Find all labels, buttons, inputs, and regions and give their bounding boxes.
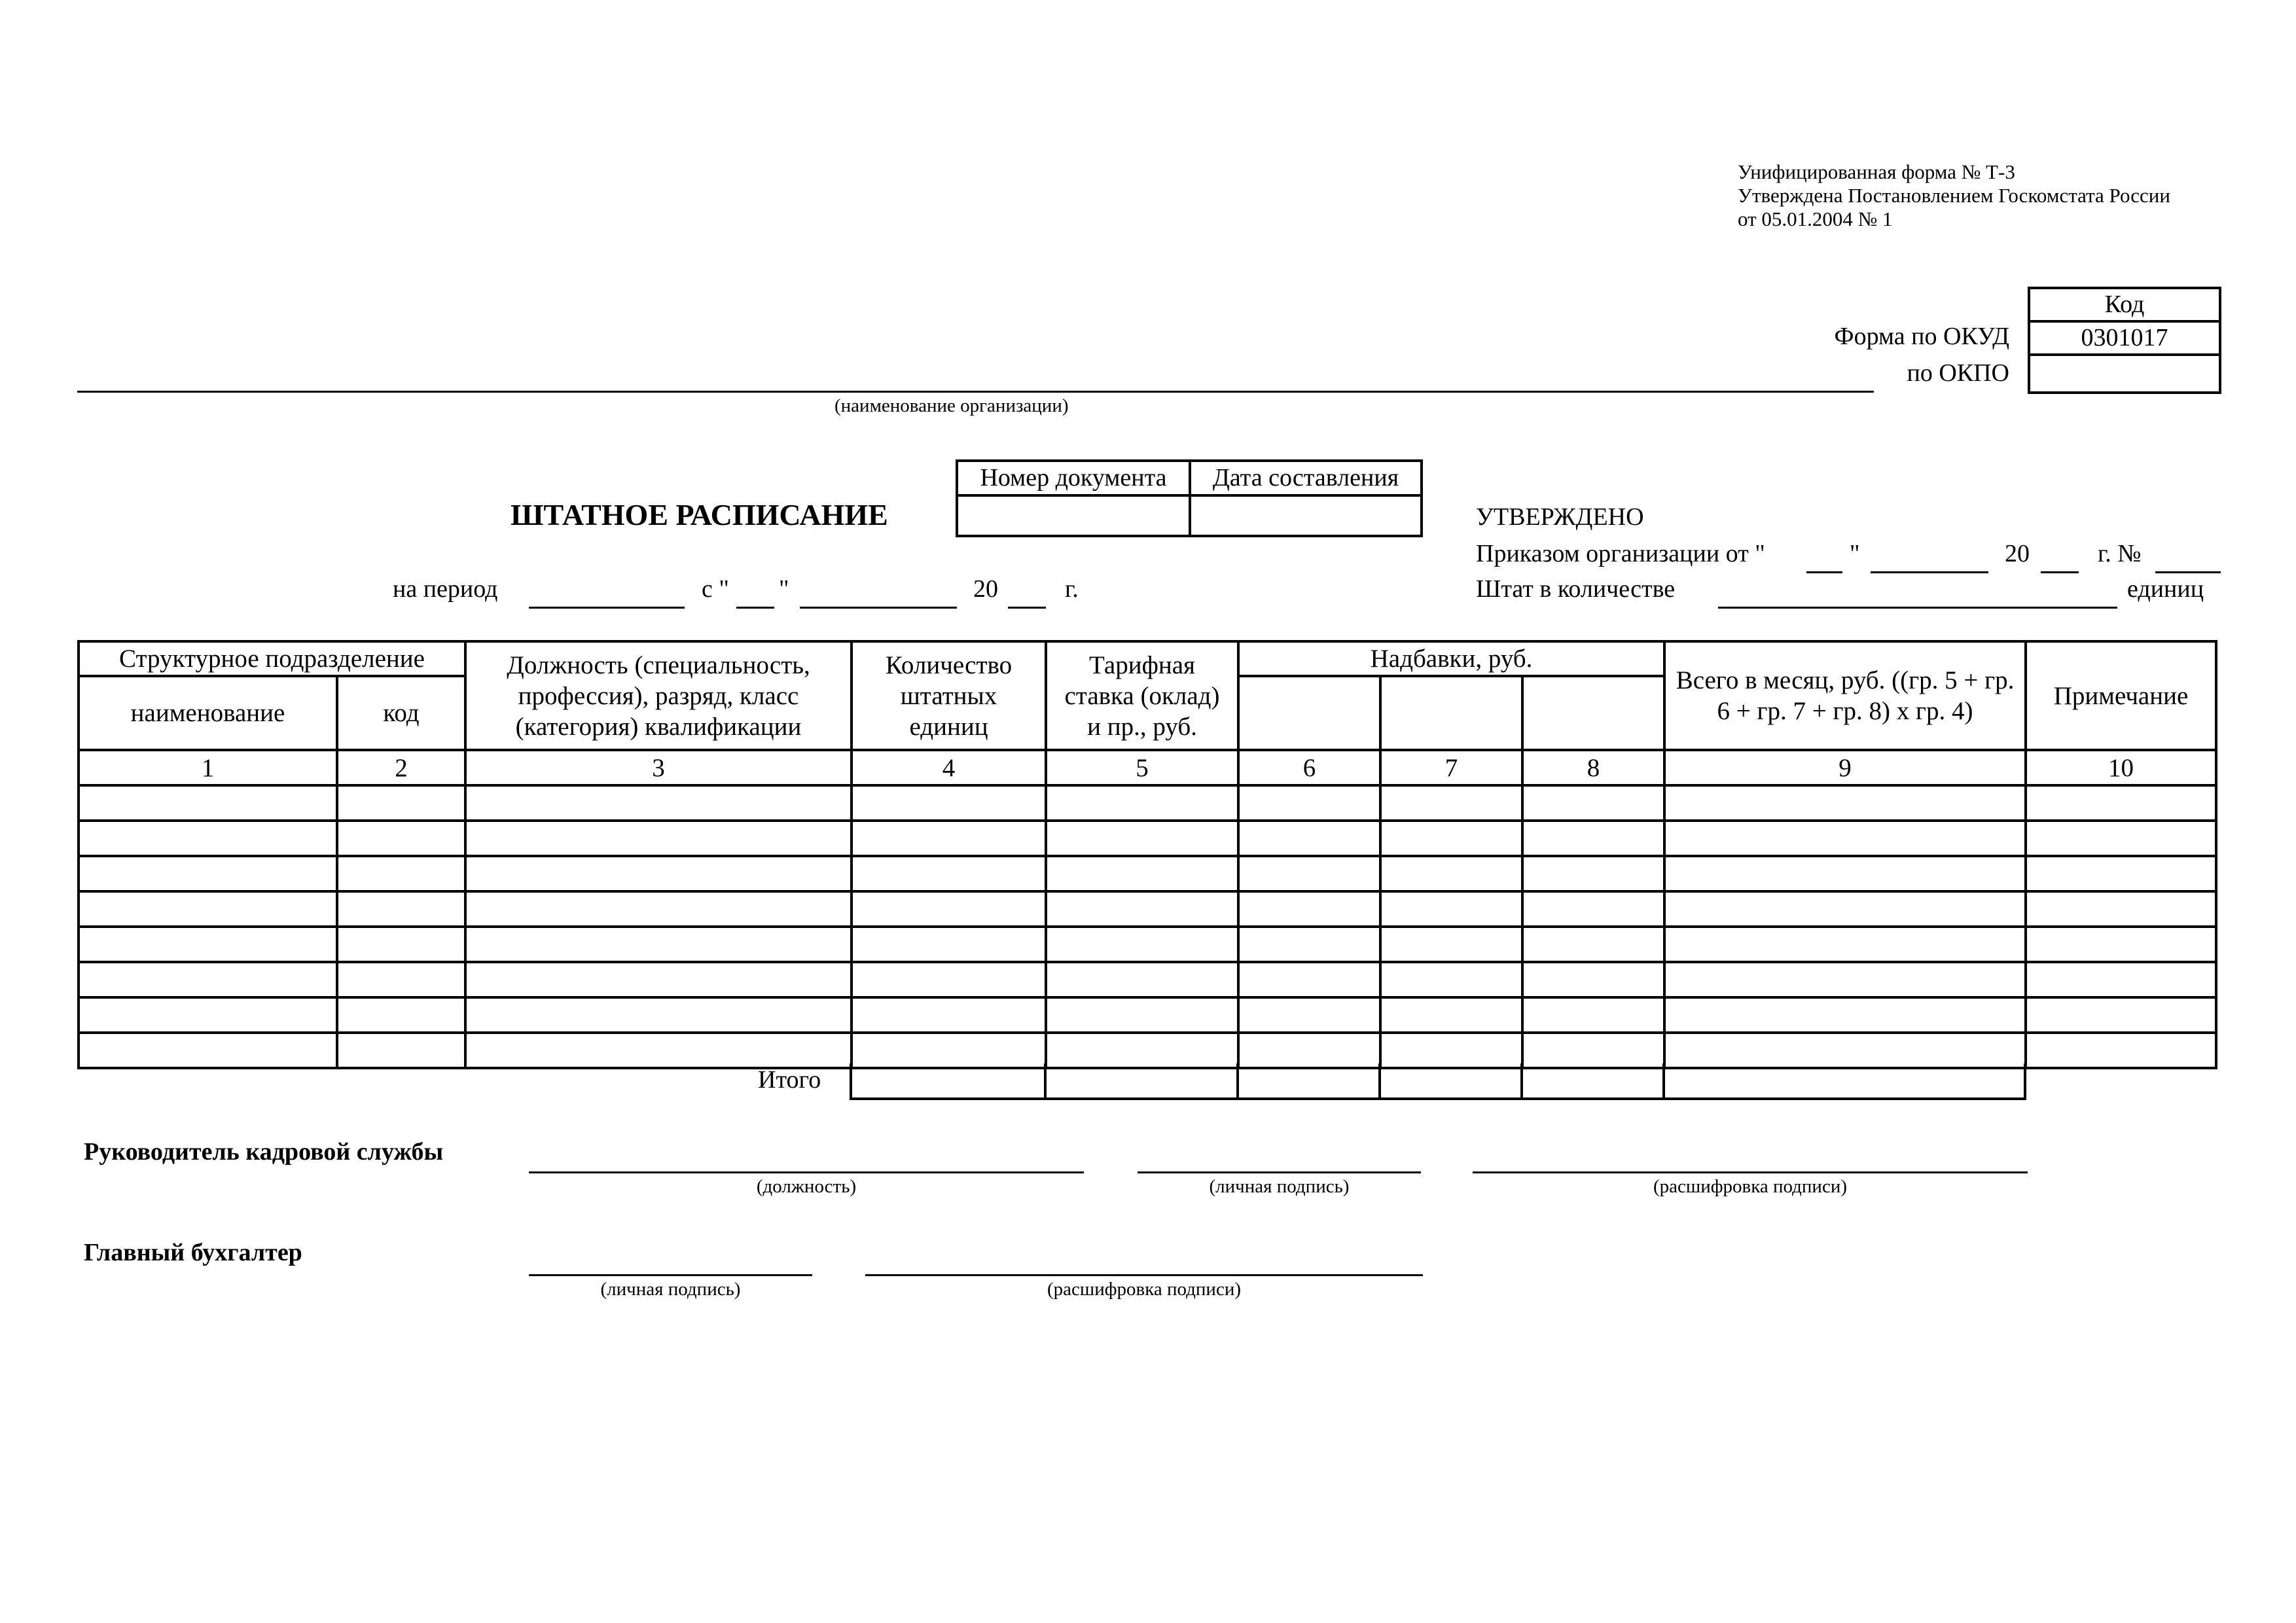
table-cell[interactable] <box>465 891 852 927</box>
table-cell[interactable] <box>1238 821 1380 856</box>
total-tariff-rate[interactable] <box>1045 1063 1238 1099</box>
hr-signature-field[interactable] <box>1138 1171 1421 1173</box>
table-cell[interactable] <box>852 821 1046 856</box>
period-label: на период <box>393 575 498 603</box>
table-cell[interactable] <box>79 891 337 927</box>
table-cell[interactable] <box>1046 856 1238 891</box>
header-staff-count: Количество штатных единиц <box>852 641 1046 750</box>
table-cell[interactable] <box>337 785 465 821</box>
table-cell[interactable] <box>1046 997 1238 1033</box>
table-cell[interactable] <box>337 962 465 997</box>
hr-signature-caption: (личная подпись) <box>1209 1176 1350 1197</box>
table-cell[interactable] <box>1380 821 1522 856</box>
table-cell[interactable] <box>2026 785 2216 821</box>
table-cell[interactable] <box>465 1033 852 1068</box>
hr-decipher-field[interactable] <box>1473 1171 2028 1173</box>
header-unit-code: код <box>337 676 465 750</box>
table-cell[interactable] <box>1522 856 1664 891</box>
table-cell[interactable] <box>2026 927 2216 962</box>
table-cell[interactable] <box>1046 821 1238 856</box>
table-row <box>79 927 2216 962</box>
table-cell[interactable] <box>1380 927 1522 962</box>
header-bonus-1 <box>1238 676 1380 750</box>
period-day-field[interactable] <box>736 607 774 609</box>
total-bonus-1[interactable] <box>1238 1063 1380 1099</box>
table-cell[interactable] <box>1664 821 2026 856</box>
period-year-field[interactable] <box>1008 607 1046 609</box>
table-cell[interactable] <box>2026 821 2216 856</box>
okpo-code[interactable] <box>2028 353 2221 394</box>
approval-year-suffix: г. № <box>2098 540 2142 567</box>
table-cell[interactable] <box>2026 891 2216 927</box>
doc-date-header: Дата составления <box>1189 459 1423 497</box>
column-number: 7 <box>1380 750 1522 785</box>
table-cell[interactable] <box>2026 962 2216 997</box>
staff-count-field[interactable] <box>1718 607 2117 609</box>
form-date: от 05.01.2004 № 1 <box>1738 207 1893 230</box>
table-cell[interactable] <box>1238 962 1380 997</box>
table-cell[interactable] <box>1380 1033 1522 1068</box>
table-cell[interactable] <box>465 856 852 891</box>
table-cell[interactable] <box>852 927 1046 962</box>
table-cell[interactable] <box>1046 1033 1238 1068</box>
table-row <box>79 821 2216 856</box>
total-bonus-2[interactable] <box>1380 1063 1522 1099</box>
total-bonus-3[interactable] <box>1522 1063 1664 1099</box>
table-cell[interactable] <box>337 927 465 962</box>
table-cell[interactable] <box>1380 891 1522 927</box>
table-cell[interactable] <box>1664 1033 2026 1068</box>
table-cell[interactable] <box>465 927 852 962</box>
table-cell[interactable] <box>1238 997 1380 1033</box>
table-row <box>79 1033 2216 1068</box>
hr-position-field[interactable] <box>529 1171 1084 1173</box>
table-cell[interactable] <box>1046 962 1238 997</box>
table-cell[interactable] <box>2026 1033 2216 1068</box>
staff-label: Штат в количестве <box>1476 575 1676 603</box>
okud-label: Форма по ОКУД <box>1834 323 2009 350</box>
table-cell[interactable] <box>1238 856 1380 891</box>
header-unit-name: наименование <box>79 676 337 750</box>
header-bonus-2 <box>1380 676 1522 750</box>
column-number: 9 <box>1664 750 2026 785</box>
column-number: 1 <box>79 750 337 785</box>
period-field[interactable] <box>529 607 685 609</box>
approval-number-field[interactable] <box>2155 571 2221 573</box>
table-row <box>79 785 2216 821</box>
units-label: единиц <box>2127 575 2204 603</box>
table-cell[interactable] <box>79 856 337 891</box>
table-cell[interactable] <box>1046 891 1238 927</box>
doc-number-header: Номер документа <box>956 459 1191 497</box>
header-bonuses: Надбавки, руб. <box>1238 641 1664 676</box>
table-cell[interactable] <box>79 785 337 821</box>
table-row <box>79 997 2216 1033</box>
table-cell[interactable] <box>79 962 337 997</box>
form-approval: Утверждена Постановлением Госкомстата России <box>1738 184 2170 207</box>
table-cell[interactable] <box>852 997 1046 1033</box>
period-from-label: с " <box>702 575 729 603</box>
table-cell[interactable] <box>1238 927 1380 962</box>
total-label: Итого <box>758 1066 821 1094</box>
column-number: 6 <box>1238 750 1380 785</box>
column-number: 10 <box>2026 750 2216 785</box>
period-year-prefix: 20 <box>973 575 998 603</box>
table-cell[interactable] <box>1380 962 1522 997</box>
table-row <box>79 891 2216 927</box>
hr-head-label: Руководитель кадровой службы <box>84 1138 444 1166</box>
organization-caption: (наименование организации) <box>834 395 1069 416</box>
table-cell[interactable] <box>852 1033 1046 1068</box>
table-cell[interactable] <box>1238 785 1380 821</box>
table-cell[interactable] <box>852 962 1046 997</box>
accountant-decipher-field[interactable] <box>865 1274 1423 1276</box>
table-cell[interactable] <box>337 821 465 856</box>
approval-title: УТВЕРЖДЕНО <box>1476 503 1644 531</box>
hr-decipher-caption: (расшифровка подписи) <box>1653 1176 1848 1197</box>
header-monthly-total: Всего в месяц, руб. ((гр. 5 + гр. 6 + гр. 7 + гр. 8) х гр. 4) <box>1664 641 2026 750</box>
table-cell[interactable] <box>465 785 852 821</box>
hr-position-caption: (должность) <box>756 1176 857 1197</box>
approval-order-label: Приказом организации от " <box>1476 540 1765 567</box>
table-cell[interactable] <box>1522 962 1664 997</box>
column-number: 5 <box>1046 750 1238 785</box>
code-header: Код <box>2028 287 2221 323</box>
okpo-label: по ОКПО <box>1907 359 2009 387</box>
table-cell[interactable] <box>465 962 852 997</box>
table-cell[interactable] <box>1522 785 1664 821</box>
total-row <box>850 1063 2026 1100</box>
period-quote: " <box>779 575 789 603</box>
column-number: 3 <box>465 750 852 785</box>
table-cell[interactable] <box>1664 927 2026 962</box>
column-number: 2 <box>337 750 465 785</box>
table-cell[interactable] <box>337 1033 465 1068</box>
approval-year-field[interactable] <box>2041 571 2079 573</box>
doc-number-field[interactable] <box>956 494 1191 537</box>
table-cell[interactable] <box>337 856 465 891</box>
table-cell[interactable] <box>79 821 337 856</box>
table-cell[interactable] <box>2026 997 2216 1033</box>
period-month-field[interactable] <box>800 607 957 609</box>
table-cell[interactable] <box>1664 997 2026 1033</box>
header-position: Должность (специальность, профессия), разряд, класс (категория) квалификации <box>465 641 852 750</box>
table-cell[interactable] <box>79 997 337 1033</box>
header-bonus-3 <box>1522 676 1664 750</box>
table-row <box>79 856 2216 891</box>
doc-date-field[interactable] <box>1189 494 1423 537</box>
accountant-signature-caption: (личная подпись) <box>600 1279 741 1300</box>
table-cell[interactable] <box>1664 856 2026 891</box>
approval-quote: " <box>1850 540 1860 567</box>
table-cell[interactable] <box>337 891 465 927</box>
column-number: 8 <box>1522 750 1664 785</box>
document-title: ШТАТНОЕ РАСПИСАНИЕ <box>511 498 888 531</box>
table-cell[interactable] <box>1522 821 1664 856</box>
table-cell[interactable] <box>1664 785 2026 821</box>
table-cell[interactable] <box>465 997 852 1033</box>
table-cell[interactable] <box>1238 891 1380 927</box>
table-cell[interactable] <box>1238 1033 1380 1068</box>
table-cell[interactable] <box>852 856 1046 891</box>
table-cell[interactable] <box>1046 927 1238 962</box>
table-cell[interactable] <box>1522 927 1664 962</box>
table-cell[interactable] <box>1046 785 1238 821</box>
organization-name-line[interactable] <box>77 391 1874 393</box>
table-cell[interactable] <box>852 891 1046 927</box>
okud-code[interactable]: 0301017 <box>2028 320 2221 356</box>
header-structural-unit: Структурное подразделение <box>79 641 465 676</box>
period-year-suffix: г. <box>1065 575 1079 603</box>
chief-accountant-label: Главный бухгалтер <box>84 1239 302 1266</box>
column-number: 4 <box>852 750 1046 785</box>
table-cell[interactable] <box>1664 962 2026 997</box>
table-cell[interactable] <box>79 1033 337 1068</box>
column-numbers-row <box>79 750 2216 785</box>
form-info <box>1738 160 2170 231</box>
table-cell[interactable] <box>79 927 337 962</box>
header-note: Примечание <box>2026 641 2216 750</box>
approval-day-field[interactable] <box>1806 571 1842 573</box>
table-cell[interactable] <box>1522 891 1664 927</box>
form-number: Унифицированная форма № Т-3 <box>1738 160 2015 183</box>
table-cell[interactable] <box>1664 891 2026 927</box>
approval-year-prefix: 20 <box>2005 540 2030 567</box>
header-tariff-rate: Тарифная ставка (оклад) и пр., руб. <box>1046 641 1238 750</box>
table-row <box>79 962 2216 997</box>
accountant-decipher-caption: (расшифровка подписи) <box>1047 1279 1242 1300</box>
table-cell[interactable] <box>852 785 1046 821</box>
accountant-signature-field[interactable] <box>529 1274 812 1276</box>
total-monthly[interactable] <box>1664 1063 2025 1099</box>
total-staff-count[interactable] <box>851 1063 1045 1099</box>
table-cell[interactable] <box>465 821 852 856</box>
table-cell[interactable] <box>1380 785 1522 821</box>
table-cell[interactable] <box>337 997 465 1033</box>
staff-table <box>77 640 2217 1069</box>
table-cell[interactable] <box>1522 1033 1664 1068</box>
table-cell[interactable] <box>1380 856 1522 891</box>
table-cell[interactable] <box>1380 997 1522 1033</box>
table-cell[interactable] <box>2026 856 2216 891</box>
table-cell[interactable] <box>1522 997 1664 1033</box>
approval-month-field[interactable] <box>1871 571 1988 573</box>
